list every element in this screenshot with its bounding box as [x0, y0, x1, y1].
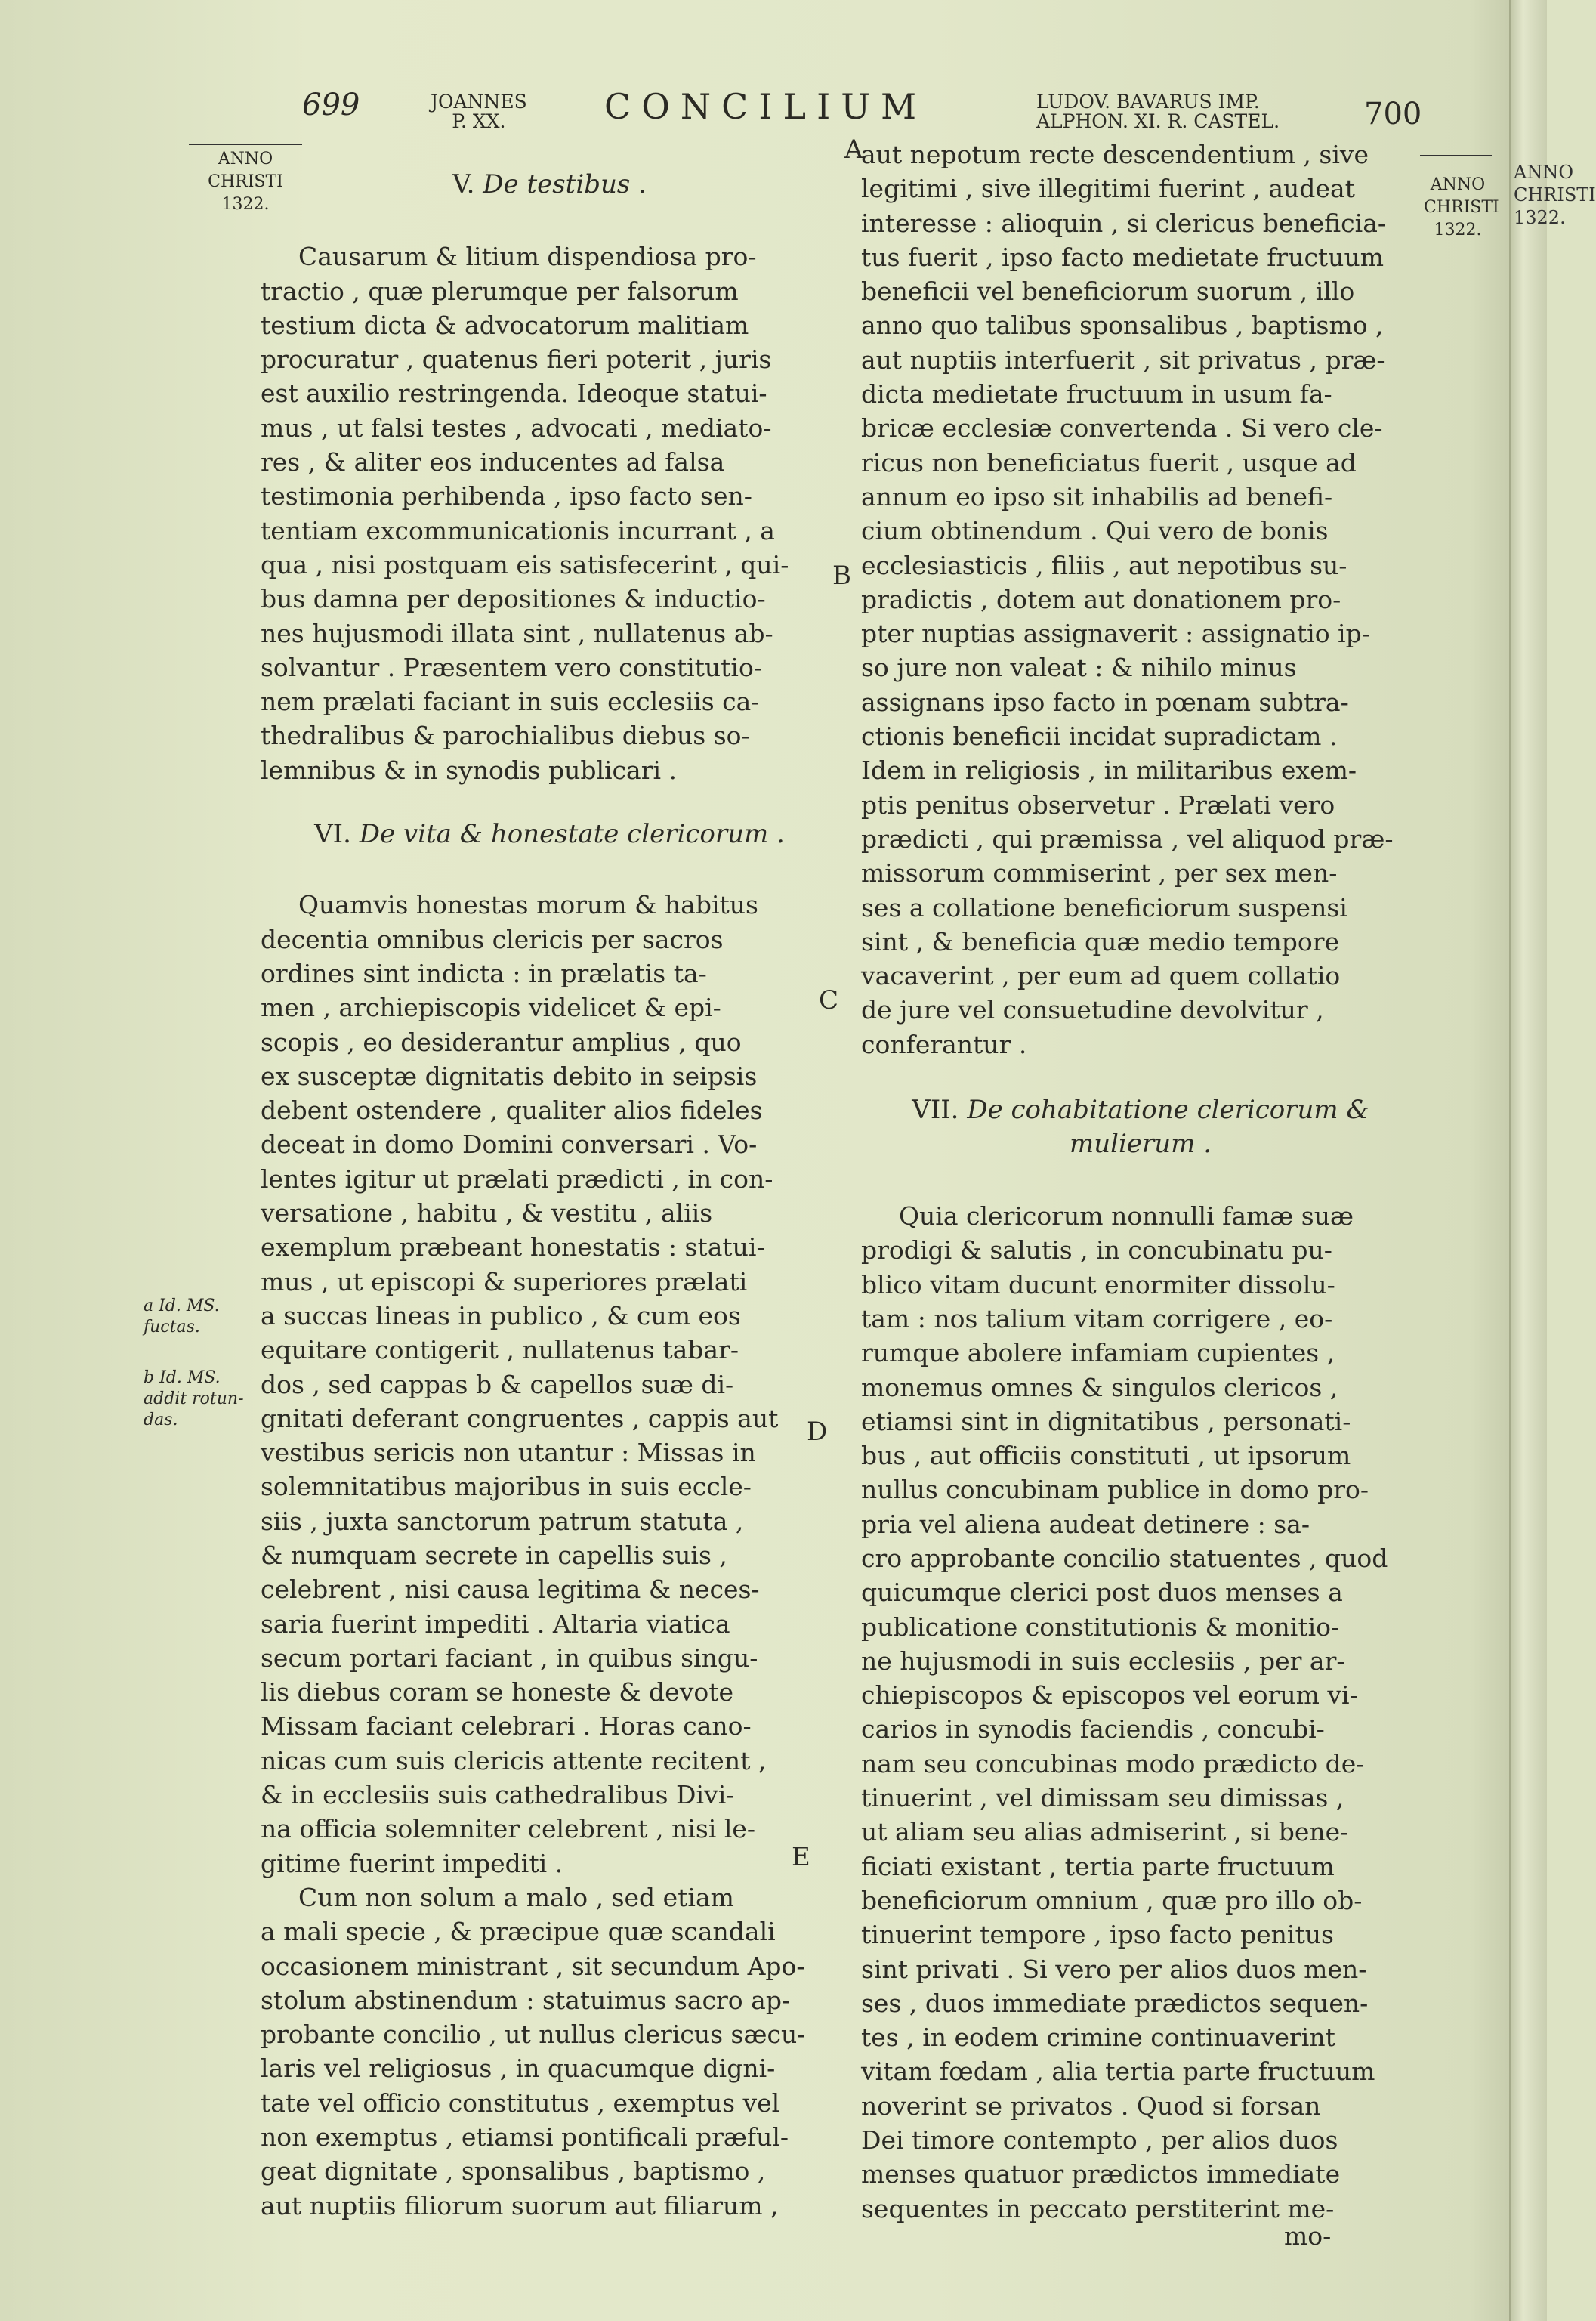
text-line: occasionem ministrant , sit secundum Apo-	[261, 1951, 805, 1981]
text-line: deceat in domo Domini conversari . Vo-	[261, 1130, 758, 1160]
text-line: nicas cum suis clericis attente recitent ,	[261, 1745, 767, 1776]
text-line: so jure non valeat : & nihilo minus	[861, 653, 1297, 683]
text-line: tinuerint tempore , ipso facto penitus	[861, 1920, 1334, 1950]
text-line: gnitati deferant congruentes , cappis aut	[261, 1403, 779, 1433]
text-line: Idem in religiosis , in militaribus exem-	[861, 756, 1357, 786]
note-b-text-2: das.	[144, 1411, 178, 1429]
text-line: testimonia perhibenda , ipso facto sen-	[261, 481, 752, 511]
section-number: VII.	[912, 1095, 959, 1126]
section-number: VI.	[314, 819, 351, 850]
text-line: scopis , eo desiderantur amplius , quo	[261, 1027, 742, 1057]
text-line: geat dignitate , sponsalibus , baptismo ,	[261, 2156, 766, 2187]
note-a-text: fuctas.	[144, 1318, 200, 1337]
text-line: mus , ut episcopi & superiores prælati	[261, 1266, 748, 1296]
note-b-text-1: addit rotun-	[144, 1389, 244, 1408]
text-line: exemplum præbeant honestatis : statui-	[261, 1232, 765, 1262]
edge-anno-fragment: ANNO	[1514, 162, 1574, 183]
right-column	[861, 138, 1420, 2226]
text-line: lis diebus coram se honeste & devote	[261, 1677, 734, 1708]
left-column	[261, 168, 838, 2223]
running-head-emperor: LUDOV. BAVARUS IMP.	[1036, 91, 1260, 113]
text-line: legitimi , sive illegitimi fuerint , audeat	[861, 174, 1355, 204]
text-line: tentiam excommunicationis incurrant , a	[261, 515, 775, 545]
right-year-marker	[1424, 174, 1499, 242]
section-title: De testibus .	[483, 169, 647, 199]
section-title: De vita & honestate clericorum .	[359, 819, 785, 850]
text-line: debent ostendere , qualiter alios fideles	[261, 1096, 763, 1126]
text-line: celebrent , nisi causa legitima & neces-	[261, 1575, 760, 1605]
text-line: stolum abstinendum : statuimus sacro ap-	[261, 1985, 791, 2015]
text-line: res , & aliter eos inducentes ad falsa	[261, 447, 725, 477]
section-7-text	[861, 1199, 1420, 2226]
text-line: solvantur . Præsentem vero constitutio-	[261, 652, 762, 682]
anno-label: ANNO	[218, 150, 273, 168]
continued-text	[861, 138, 1420, 1062]
text-line: ordines sint indicta : in prælatis ta-	[261, 958, 707, 988]
text-line: vitam fœdam , alia tertia parte fructuum	[861, 2057, 1375, 2087]
text-line: aut nuptiis filiorum suorum aut filiarum ,	[261, 2190, 779, 2221]
text-line: tam : nos talium vitam corrigere , eo-	[861, 1303, 1333, 1334]
text-line: rumque abolere infamiam cupientes ,	[861, 1338, 1335, 1368]
text-line: ctionis beneficii incidat supradictam .	[861, 722, 1338, 752]
text-line: Dei timore contempto , per alios duos	[861, 2125, 1338, 2156]
page-title: CONCILIUM	[604, 86, 928, 127]
text-line: sequentes in peccato perstiterint me-	[861, 2193, 1335, 2224]
text-line: bus damna per depositiones & inductio-	[261, 584, 766, 614]
right-page-number: 700	[1364, 97, 1422, 131]
text-line: na officia solemniter celebrent , nisi le-	[261, 1814, 756, 1844]
text-line: aut nepotum recte descendentium , sive	[861, 140, 1369, 169]
text-line: pter nuptias assignaverit : assignatio ip-	[861, 619, 1370, 649]
text-line: prædicti , qui præmissa , vel aliquod præ-	[861, 824, 1394, 854]
text-line: mus , ut falsi testes , advocati , mediato-	[261, 413, 772, 443]
text-line: equitare contigerit , nullatenus tabar-	[261, 1335, 739, 1365]
text-line: etiamsi sint in dignitatibus , personati-	[861, 1406, 1351, 1436]
margin-note-b	[144, 1368, 244, 1431]
text-line: lemnibus & in synodis publicari .	[261, 755, 678, 785]
text-line: laris vel religiosus , in quacumque digni-	[261, 2054, 776, 2084]
text-line: Quamvis honestas morum & habitus	[298, 890, 758, 920]
text-line: saria fuerint impediti . Altaria viatica	[261, 1609, 730, 1639]
left-side-rule	[189, 144, 302, 145]
anno-label: ANNO	[1430, 175, 1486, 194]
edge-year-fragment: 1322.	[1514, 207, 1566, 228]
text-line: dos , sed cappas b & capellos suæ di-	[261, 1369, 734, 1399]
text-line: chiepiscopos & episcopos vel eorum vi-	[861, 1680, 1358, 1711]
section-number: V.	[452, 169, 475, 199]
text-line: tes , in eodem crimine continuaverint	[861, 2023, 1335, 2053]
text-line: a succas lineas in publico , & cum eos	[261, 1300, 741, 1330]
running-head-pope-number: P. XX.	[452, 110, 506, 132]
margin-note-a	[144, 1296, 220, 1338]
right-running-head	[1036, 92, 1280, 131]
right-side-rule	[1420, 155, 1492, 156]
text-line: missorum commiserint , per sex men-	[861, 858, 1338, 889]
text-line: nes hujusmodi illata sint , nullatenus ab-	[261, 618, 773, 648]
text-line: assignans ipso facto in pœnam subtra-	[861, 687, 1349, 717]
text-line: ricus non beneficiatus fuerit , usque ad	[861, 447, 1357, 477]
text-line: decentia omnibus clericis per sacros	[261, 924, 724, 954]
text-line: conferantur .	[861, 1029, 1027, 1059]
text-line: beneficii vel beneficiorum suorum , illo	[861, 277, 1355, 307]
text-line: siis , juxta sanctorum patrum statuta ,	[261, 1506, 744, 1536]
section-5-text	[261, 240, 838, 787]
text-line: thedralibus & parochialibus diebus so-	[261, 721, 750, 751]
text-line: noverint se privatos . Quod si forsan	[861, 2091, 1321, 2121]
text-line: cro approbante concilio statuentes , quod	[861, 1543, 1388, 1573]
section-heading-7	[861, 1093, 1420, 1161]
text-line: est auxilio restringenda. Ideoque statui-	[261, 379, 767, 409]
section-6-text	[261, 888, 838, 2223]
catchword: mo-	[1284, 2221, 1332, 2251]
running-head-king: ALPHON. XI. R. CASTEL.	[1036, 110, 1280, 132]
text-line: procuratur , quatenus fieri poterit , juris	[261, 345, 772, 375]
text-line: qua , nisi postquam eis satisfecerint , qui-	[261, 549, 789, 579]
text-line: dicta medietate fructuum in usum fa-	[861, 379, 1332, 409]
text-line: publicatione constitutionis & monitio-	[861, 1612, 1340, 1642]
section-mark-b: B	[832, 561, 851, 591]
text-line: tate vel officio constitutus , exemptus vel	[261, 2088, 780, 2118]
section-title: De cohabitatione clericorum &	[967, 1095, 1369, 1126]
text-line: testium dicta & advocatorum malitiam	[261, 310, 749, 340]
text-line: vestibus sericis non utantur : Missas in	[261, 1438, 756, 1468]
text-line: bricæ ecclesiæ convertenda . Si vero cle-	[861, 413, 1383, 443]
text-line: de jure vel consuetudine devolvitur ,	[861, 995, 1324, 1025]
text-line: tractio , quæ plerumque per falsorum	[261, 276, 739, 306]
section-mark-c: C	[819, 985, 839, 1015]
text-line: aut nuptiis interfuerit , sit privatus , præ-	[861, 345, 1385, 375]
text-line: menses quatuor prædictos immediate	[861, 2159, 1341, 2190]
note-b-source: b Id. MS.	[144, 1368, 221, 1387]
text-line: ne hujusmodi in suis ecclesiis , per ar-	[861, 1646, 1345, 1676]
text-line: annum eo ipso sit inhabilis ad benefi-	[861, 481, 1333, 511]
text-line: ecclesiasticis , filiis , aut nepotibus su-	[861, 550, 1347, 580]
text-line: nam seu concubinas modo prædicto de-	[861, 1748, 1365, 1779]
text-line: beneficiorum omnium , quæ pro illo ob-	[861, 1885, 1363, 1915]
text-line: non exemptus , etiamsi pontificali præful-	[261, 2122, 789, 2153]
text-line: ses , duos immediate prædictos sequen-	[861, 1988, 1369, 2018]
text-line: ex susceptæ dignitatis debito in seipsis	[261, 1061, 758, 1091]
christi-label: CHRISTI	[1424, 198, 1499, 217]
text-line: Cum non solum a malo , sed etiam	[298, 1882, 734, 1912]
text-line: nullus concubinam publice in domo pro-	[861, 1475, 1369, 1505]
text-line: tinuerint , vel dimissam seu dimissas ,	[861, 1783, 1344, 1813]
section-mark-d: D	[807, 1417, 828, 1447]
text-line: versatione , habitu , & vestitu , aliis	[261, 1198, 713, 1228]
text-line: quicumque clerici post duos menses a	[861, 1578, 1343, 1608]
text-line: Quia clericorum nonnulli famæ suæ	[899, 1201, 1354, 1232]
section-mark-a: A	[844, 134, 863, 165]
text-line: anno quo talibus sponsalibus , baptismo ,	[861, 311, 1384, 341]
left-running-head	[431, 92, 527, 131]
section-heading-5	[261, 168, 838, 202]
section-title-continued: mulierum .	[1069, 1129, 1212, 1160]
text-line: ficiati existant , tertia parte fructuum	[861, 1851, 1335, 1881]
text-line: interesse : alioquin , si clericus beneficia-	[861, 208, 1387, 238]
left-page-number: 699	[302, 88, 360, 122]
text-line: cium obtinendum . Qui vero de bonis	[861, 516, 1329, 546]
note-a-source: a Id. MS.	[144, 1296, 220, 1315]
text-line: carios in synodis faciendis , concubi-	[861, 1714, 1325, 1745]
text-line: prodigi & salutis , in concubinatu pu-	[861, 1235, 1332, 1266]
text-line: pria vel aliena audeat detinere : sa-	[861, 1509, 1310, 1539]
section-heading-6	[261, 817, 838, 851]
text-line: blico vitam ducunt enormiter dissolu-	[861, 1269, 1335, 1300]
text-line: ut aliam seu alias admiserint , si bene-	[861, 1817, 1349, 1847]
christi-label: CHRISTI	[208, 172, 283, 191]
text-line: gitime fuerint impediti .	[261, 1848, 563, 1878]
running-head-pope: JOANNES	[431, 91, 527, 113]
section-mark-e: E	[792, 1842, 810, 1872]
text-line: Causarum & litium dispendiosa pro-	[298, 242, 757, 272]
year-label: 1322.	[221, 195, 270, 214]
text-line: a mali specie , & præcipue quæ scandali	[261, 1917, 776, 1947]
text-line: ptis penitus observetur . Prælati vero	[861, 790, 1335, 820]
text-line: tus fuerit , ipso facto medietate fructuum	[861, 242, 1384, 272]
text-line: ses a collatione beneficiorum suspensi	[861, 892, 1347, 923]
text-line: & numquam secrete in capellis suis ,	[261, 1540, 727, 1570]
text-line: men , archiepiscopis videlicet & epi-	[261, 993, 721, 1023]
text-line: bus , aut officiis constituti , ut ipsorum	[861, 1441, 1351, 1471]
text-line: pradictis , dotem aut donationem pro-	[861, 584, 1341, 614]
text-line: secum portari faciant , in quibus singu-	[261, 1643, 758, 1673]
text-line: sint , & beneficia quæ medio tempore	[861, 926, 1340, 957]
text-line: lentes igitur ut prælati prædicti , in con-	[261, 1164, 773, 1194]
text-line: monemus omnes & singulos clericos ,	[861, 1372, 1338, 1402]
text-line: & in ecclesiis suis cathedralibus Divi-	[261, 1780, 735, 1810]
facing-page-edge	[1509, 0, 1596, 2321]
text-line: sint privati . Si vero per alios duos men-	[861, 1954, 1367, 1984]
year-label: 1322.	[1434, 221, 1482, 240]
text-line: Missam faciant celebrari . Horas cano-	[261, 1711, 752, 1742]
text-line: nem prælati faciant in suis ecclesiis ca-	[261, 687, 760, 717]
text-line: solemnitatibus majoribus in suis eccle-	[261, 1472, 752, 1502]
edge-christi-fragment: CHRISTI	[1514, 184, 1596, 206]
text-line: vacaverint , per eum ad quem collatio	[861, 961, 1341, 991]
text-line: probante concilio , ut nullus clericus sæcu-	[261, 2020, 806, 2050]
